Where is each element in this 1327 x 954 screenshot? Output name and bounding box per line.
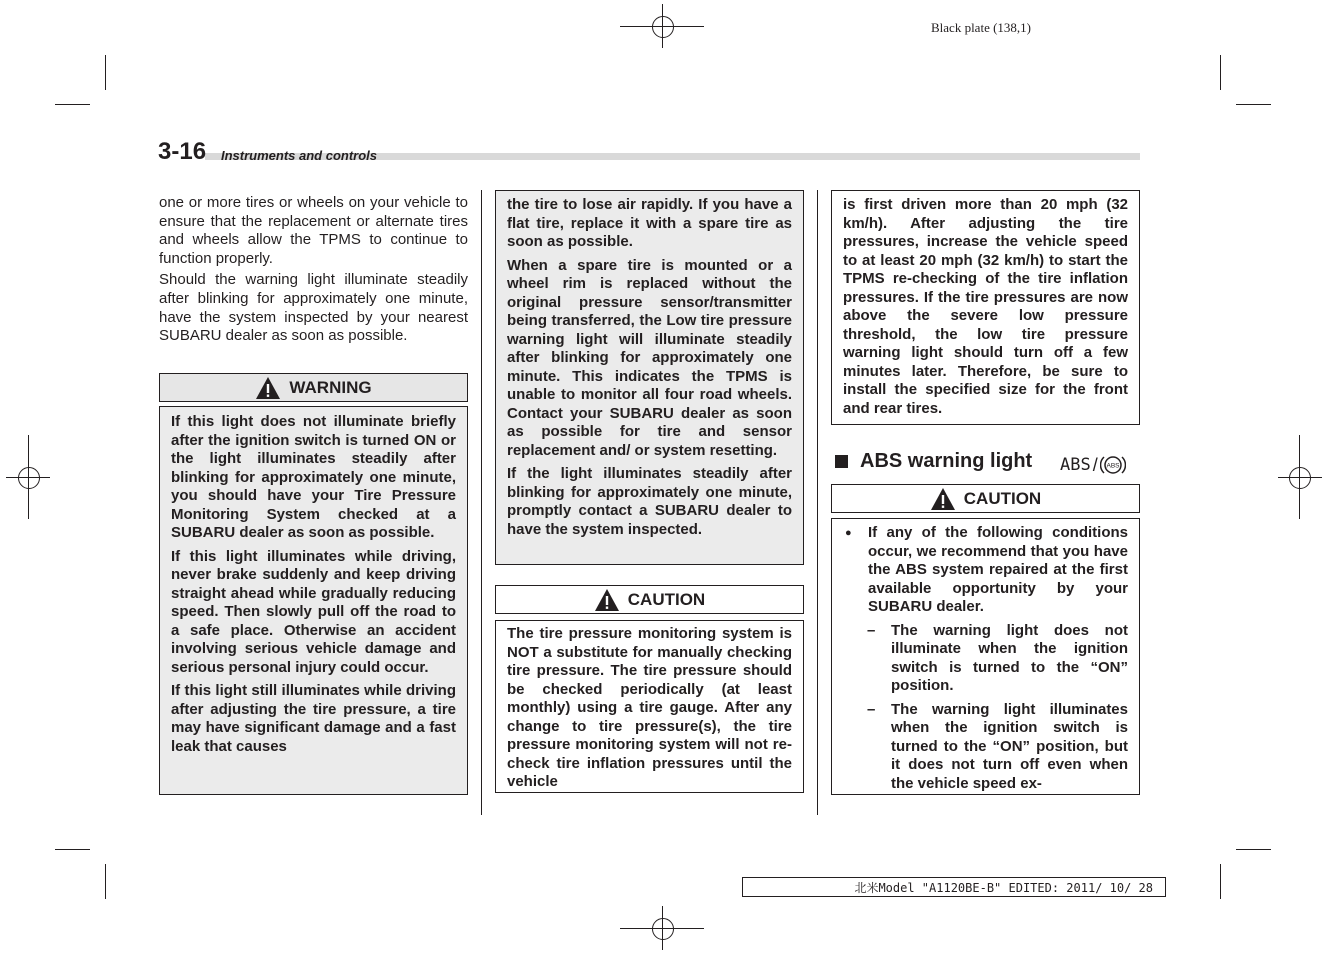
abs-circle-icon (1100, 452, 1126, 478)
abs-icon-text: ABS (1060, 455, 1091, 475)
list-item (843, 524, 1128, 622)
warning-paragraph: If this light illuminates while driving, never brake suddenly and keep driving straight ahead while gradually reducing speed. Then slowly pull off the road to a safe place. Otherwise an accident involving serious vehicle damage and serious personal injury could occur. (171, 547, 456, 676)
paragraph: one or more tires or wheels on your vehicle to ensure that the replacement or alternate tires and wheels allow the TPMS to continue to function properly. (159, 194, 468, 267)
list-item (867, 622, 1128, 701)
column-1 (159, 194, 468, 349)
warning-box (159, 406, 468, 795)
column-divider (817, 190, 818, 815)
warning-paragraph: If this light still illuminates while driving after adjusting the tire pressure, a tire may have significant damage and a fast leak that causes (171, 682, 456, 755)
caution-label (831, 484, 1140, 513)
abs-caution-box (831, 518, 1140, 795)
caution-box-continued (831, 190, 1140, 425)
abs-icon-small-text: ABS (1106, 462, 1120, 470)
warning-triangle-icon (930, 487, 956, 511)
warning-paragraph: the tire to lose air rapidly. If you have a flat tire, replace it with a spare tire as soon as possible. (507, 196, 792, 250)
bullet-text: If any of the following conditions occur, we recommend that you have the ABS system repaired at the first available opportunity by your SUBARU dealer. (868, 524, 1128, 615)
caution-label-text: CAUTION (963, 488, 1042, 508)
plate-label: Black plate (138,1) (931, 20, 1031, 35)
abs-heading (835, 450, 1032, 473)
warning-label (159, 373, 468, 402)
warning-triangle-icon (594, 588, 620, 612)
caution-box (495, 620, 804, 793)
column-divider (481, 190, 482, 815)
page-number: 3-16 (158, 138, 207, 165)
dash-marker: – (867, 700, 876, 718)
dash-text: The warning light illuminates when the ignition switch is turned to the “ON” position, but it does not turn off even when the vehicle speed ex- (891, 700, 1128, 792)
warning-paragraph: If this light does not illuminate briefly after the ignition switch is turned ON or the light illuminates steadily after blinking for approximately one minute, you should have your Tire Pressure Monitoring System checked at a SUBARU dealer as soon as possible. (171, 413, 456, 541)
warning-paragraph: When a spare tire is mounted or a wheel rim is replaced without the original pressure sensor/transmitter being transferred, the Low tire pressure warning light will illuminate steadily after blinking for approximately one minute. This indicates the TPMS is unable to monitor all four road wheels. Contact your SUBARU dealer as soon as possible for tire and sensor replacement and/ or system resetting. (507, 256, 792, 459)
caution-label-text: CAUTION (627, 589, 706, 609)
dash-marker: – (867, 621, 876, 639)
paragraph: Should the warning light illuminate steadily after blinking for approximately one minute, have the system inspected by your nearest SUBARU dealer as soon as possible. (159, 271, 468, 345)
dash-text: The warning light does not illuminate when the ignition switch is turned to the “ON” position. (891, 621, 1128, 694)
caution-paragraph: is first driven more than 20 mph (32 km/h). After adjusting the tire pressures, increase the vehicle speed to at least 20 mph (32 km/h) to start the TPMS re-checking of the tire inflation pressures. If the tire pressures are now above the severe low pressure threshold, the low tire pressure warning light should turn off a few minutes later. Therefore, be sure to install the specified size for the front and rear tires. (843, 196, 1128, 417)
warning-label-text: WARNING (289, 377, 372, 397)
list-item (867, 701, 1128, 799)
bullet-icon: ● (845, 527, 852, 539)
caution-label (495, 585, 804, 614)
abs-heading-text: ABS warning light (860, 450, 1033, 472)
section-title: Instruments and controls (221, 148, 378, 163)
warning-triangle-icon (255, 376, 281, 400)
caution-paragraph: The tire pressure monitoring system is NOT a substitute for manually checking tire pressure. The tire pressure should be checked periodically (at least monthly) using a tire gauge. After any change to tire pressure(s), the tire pressure monitoring system will not re-check tire inflation pressures until the vehicle (507, 625, 792, 790)
footer-edit-info: 北米Model "A1120BE-B" EDITED: 2011/ 10/ 28 (742, 877, 1166, 897)
warning-paragraph: If the light illuminates steadily after blinking for approximately one minute, promptly contact a SUBARU dealer to have the system inspected. (507, 465, 792, 538)
heading-square-icon (835, 455, 848, 468)
warning-box-continued (495, 190, 804, 565)
abs-warning-icon: ABS / ABS (1060, 452, 1126, 478)
